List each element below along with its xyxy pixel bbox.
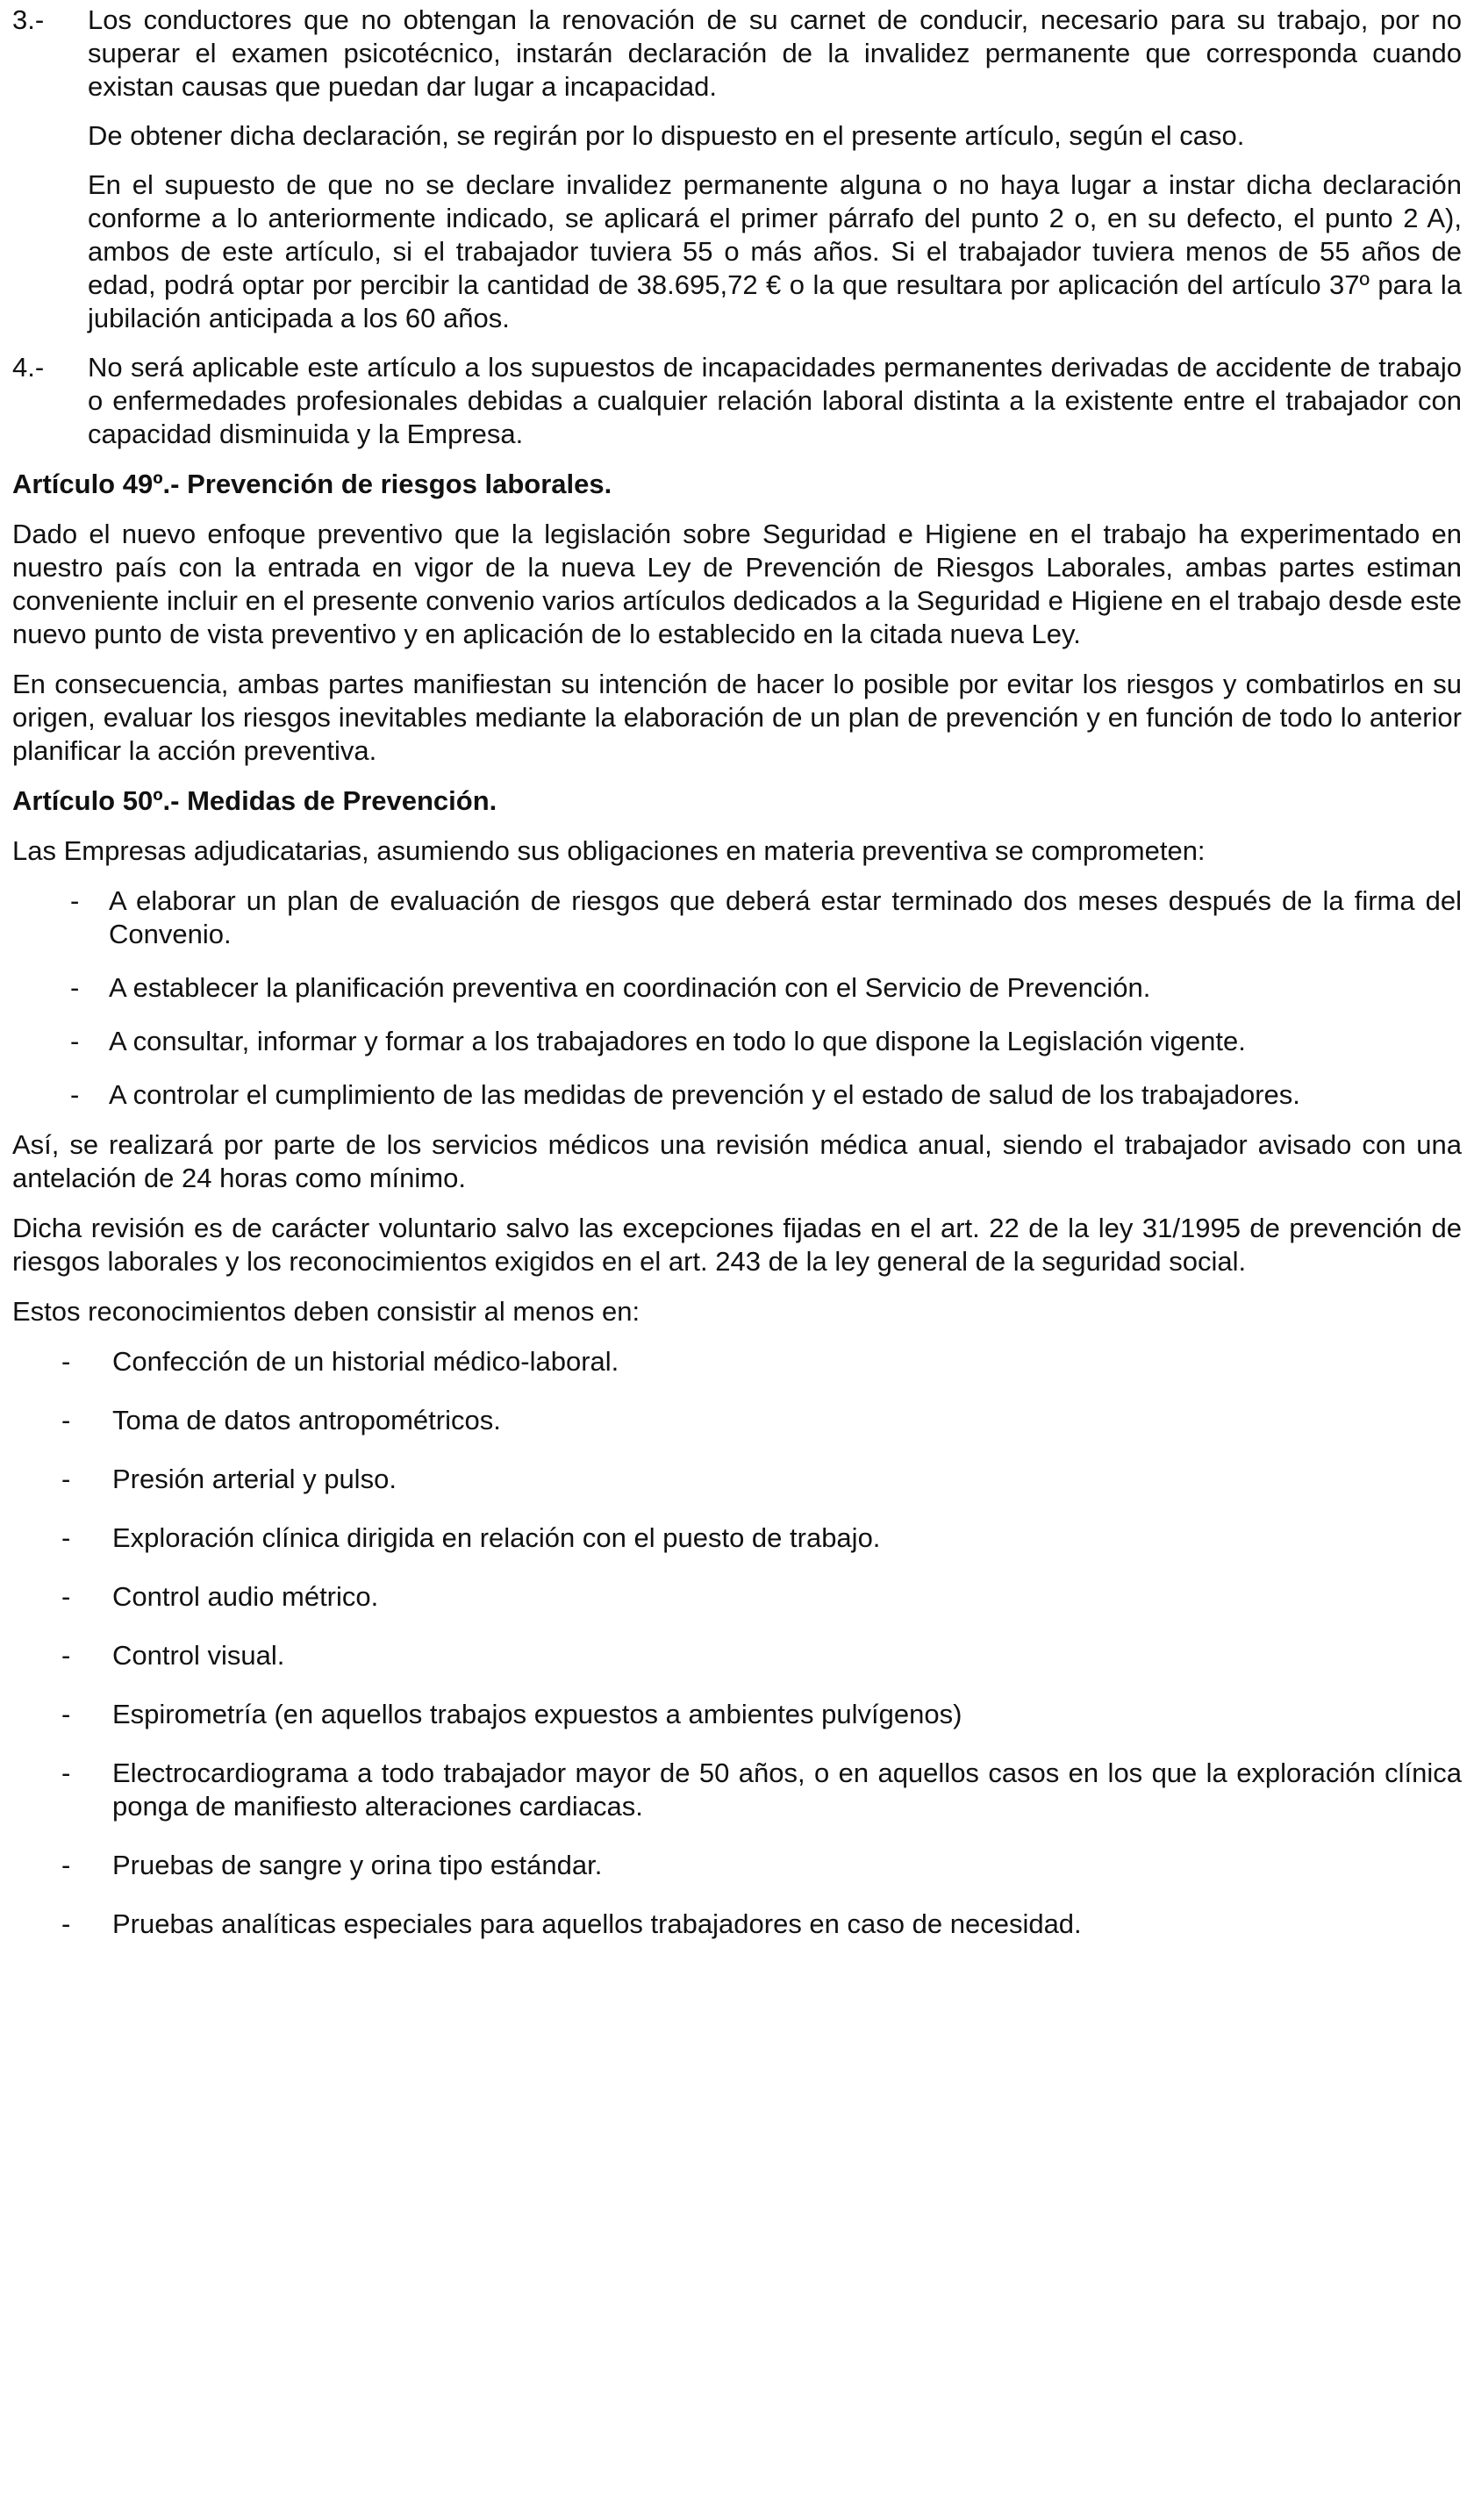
list-item-text: Exploración clínica dirigida en relación con el puesto de trabajo.	[112, 1522, 881, 1553]
dash-bullet: -	[61, 1346, 71, 1377]
list-item-text: A elaborar un plan de evaluación de riesgos que deberá estar terminado dos meses después de la firma del Convenio.	[109, 885, 1462, 949]
list-item	[70, 1078, 1462, 1112]
list-item	[61, 1757, 1462, 1823]
exams-list	[61, 1345, 1462, 1941]
paragraph: Así, se realizará por parte de los servicios médicos una revisión médica anual, siendo el trabajador avisado con una antelación de 24 horas como mínimo.	[12, 1129, 1462, 1193]
paragraph: No será aplicable este artículo a los supuestos de incapacidades permanentes derivadas de accidente de trabajo o enfermedades profesionales debidas a cualquier relación laboral distinta a la existente entre el trabajador con capacidad disminuida y la Empresa.	[88, 352, 1462, 449]
list-item	[61, 1639, 1462, 1672]
paragraph: Los conductores que no obtengan la renovación de su carnet de conducir, necesario para su trabajo, por no superar el examen psicotécnico, instarán declaración de la invalidez permanente que corresponda cuando existan causas que puedan dar lugar a incapacidad.	[88, 4, 1462, 102]
list-item	[61, 1698, 1462, 1731]
dash-bullet: -	[61, 1758, 71, 1788]
paragraph: De obtener dicha declaración, se regirán por lo dispuesto en el presente artículo, según el caso.	[88, 120, 1245, 151]
list-item-text: Confección de un historial médico-laboral.	[112, 1346, 619, 1377]
article-49-heading: Artículo 49º.- Prevención de riesgos laborales.	[12, 469, 612, 499]
list-item	[70, 971, 1462, 1005]
dash-bullet: -	[61, 1850, 71, 1880]
list-item	[61, 1404, 1462, 1437]
article-50-heading: Artículo 50º.- Medidas de Prevención.	[12, 785, 497, 816]
dash-bullet: -	[70, 972, 80, 1003]
item-body	[88, 351, 1462, 451]
list-item	[61, 1908, 1462, 1941]
dash-bullet: -	[61, 1464, 71, 1494]
numbered-item-3	[12, 4, 1462, 335]
item-body	[88, 4, 1462, 335]
list-item-text: Presión arterial y pulso.	[112, 1464, 397, 1494]
list-item-text: Espirometría (en aquellos trabajos expuestos a ambientes pulvígenos)	[112, 1699, 962, 1729]
list-item-text: A controlar el cumplimiento de las medidas de prevención y el estado de salud de los trabajadores.	[109, 1079, 1300, 1110]
list-item-text: Pruebas analíticas especiales para aquellos trabajadores en caso de necesidad.	[112, 1908, 1082, 1939]
list-item-text: Toma de datos antropométricos.	[112, 1405, 501, 1435]
commitments-list	[70, 884, 1462, 1112]
numbered-item-4	[12, 351, 1462, 451]
dash-bullet: -	[70, 1026, 80, 1056]
dash-bullet: -	[70, 885, 80, 916]
dash-bullet: -	[61, 1581, 71, 1612]
list-item-text: A consultar, informar y formar a los trabajadores en todo lo que dispone la Legislación vigente.	[109, 1026, 1246, 1056]
list-item	[61, 1463, 1462, 1496]
dash-bullet: -	[61, 1522, 71, 1553]
dash-bullet: -	[61, 1908, 71, 1939]
list-item-text: Pruebas de sangre y orina tipo estándar.	[112, 1850, 603, 1880]
list-item	[61, 1580, 1462, 1614]
paragraph: En consecuencia, ambas partes manifiestan su intención de hacer lo posible por evitar los riesgos y combatirlos en su origen, evaluar los riesgos inevitables mediante la elaboración de un plan de prevención y en función de todo lo anterior planificar la acción preventiva.	[12, 669, 1462, 766]
list-item	[61, 1849, 1462, 1882]
document-page	[12, 4, 1462, 1941]
list-item-text: Control visual.	[112, 1640, 285, 1671]
dash-bullet: -	[70, 1079, 80, 1110]
list-item	[61, 1345, 1462, 1378]
paragraph: En el supuesto de que no se declare invalidez permanente alguna o no haya lugar a instar dicha declaración conforme a lo anteriormente indicado, se aplicará el primer párrafo del punto 2 o, en su defecto, el punto 2 A), ambos de este artículo, si el trabajador tuviera 55 o más años. Si el trabajador tuviera menos de 55 años de edad, podrá optar por percibir la cantidad de 38.695,72 € o la que resultara por aplicación del artículo 37º para la jubilación anticipada a los 60 años.	[88, 169, 1462, 333]
list-item-text: A establecer la planificación preventiva en coordinación con el Servicio de Prevención.	[109, 972, 1151, 1003]
paragraph: Estos reconocimientos deben consistir al menos en:	[12, 1296, 640, 1327]
dash-bullet: -	[61, 1405, 71, 1435]
dash-bullet: -	[61, 1699, 71, 1729]
list-item	[61, 1521, 1462, 1555]
paragraph: Dado el nuevo enfoque preventivo que la legislación sobre Seguridad e Higiene en el trabajo ha experimentado en nuestro país con la entrada en vigor de la nueva Ley de Prevención de Riesgos Laborales, ambas partes estiman conveniente incluir en el presente convenio varios artículos dedicados a la Seguridad e Higiene en el trabajo desde este nuevo punto de vista preventivo y en aplicación de lo establecido en la citada nueva Ley.	[12, 519, 1462, 649]
paragraph: Dicha revisión es de carácter voluntario salvo las excepciones fijadas en el art. 22 de la ley 31/1995 de prevención de riesgos laborales y los reconocimientos exigidos en el art. 243 de la ley general de la seguridad social.	[12, 1213, 1462, 1277]
paragraph: Las Empresas adjudicatarias, asumiendo sus obligaciones en materia preventiva se comprometen:	[12, 835, 1206, 866]
list-item	[70, 1025, 1462, 1058]
list-item-text: Electrocardiograma a todo trabajador mayor de 50 años, o en aquellos casos en los que la exploración clínica ponga de manifiesto alteraciones cardiacas.	[112, 1758, 1462, 1822]
item-number: 4.-	[12, 352, 45, 383]
dash-bullet: -	[61, 1640, 71, 1671]
list-item	[70, 884, 1462, 951]
item-number: 3.-	[12, 4, 45, 35]
list-item-text: Control audio métrico.	[112, 1581, 379, 1612]
